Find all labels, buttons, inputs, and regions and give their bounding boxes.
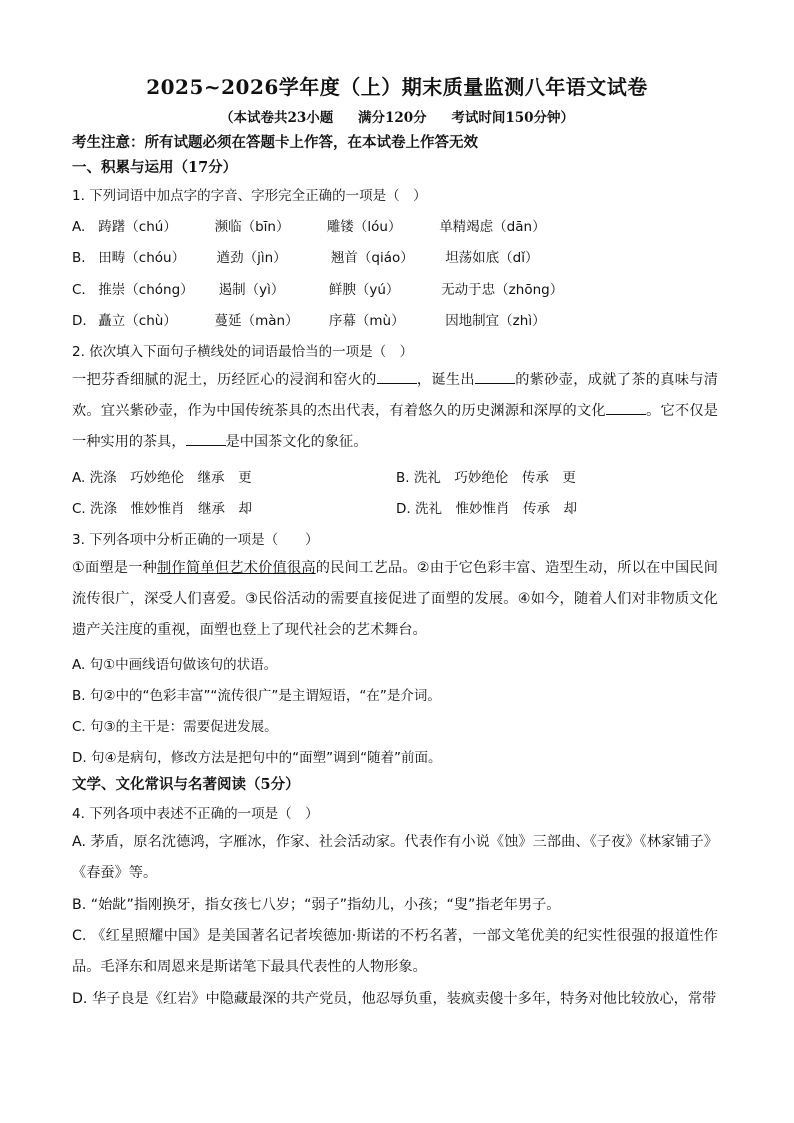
- question-2-option-c: C. 洗涤 惟妙惟肖 继承 却: [72, 501, 253, 517]
- exam-info: [0, 106, 794, 126]
- question-4-stem: 4. 下列各项中表述不正确的一项是（ ）: [72, 806, 319, 822]
- question-2-option-b: B. 洗礼 巧妙绝伦 传承 更: [396, 470, 576, 486]
- question-2-stem: 2. 依次填入下面句子横线处的词语最恰当的一项是（ ）: [72, 344, 414, 360]
- exam-info-score: 满分120分: [357, 110, 427, 126]
- page-title: 2025~2026学年度（上）期末质量监测八年语文试卷: [146, 75, 648, 99]
- question-2-option-d: D. 洗礼 惟妙惟肖 传承 却: [396, 501, 577, 517]
- question-4-option-b: B. “始龀”指刚换牙，指女孩七八岁；“弱子”指幼儿，小孩；“叟”指老年男子。: [72, 897, 561, 913]
- question-1-option-a: A. 踌躇（chú） 濒临（bīn） 雕镂（lóu） 单精竭虑（dān）: [72, 219, 546, 235]
- question-1-option-d: D. 矗立（chù） 蔓延（màn） 序幕（mù） 因地制宜（zhì）: [72, 313, 546, 329]
- exam-info-questions: （本试卷共23小题: [219, 110, 334, 126]
- question-2-option-a: A. 洗涤 巧妙绝伦 继承 更: [72, 470, 252, 486]
- question-4-option-a: A. 茅盾，原名沈德鸿，字雁冰，作家、社会活动家。代表作有小说《蚀》三部曲、《子夜》《林家铺子》《春蚕》等。: [72, 834, 718, 881]
- question-3-option-c: C. 句③的主干是：需要促进发展。: [72, 719, 278, 735]
- exam-info-time: 考试时间150分钟）: [451, 110, 575, 126]
- question-3-passage: ①面塑是一种制作简单但艺术价值很高的民间工艺品。②由于它色彩丰富、造型生动，所以在中国民间流传很广，深受人们喜爱。③民俗活动的需要直接促进了面塑的发展。④如今，随着人们对非物质文化遗产关注度的重视，面塑也登上了现代社会的艺术舞台。: [72, 560, 718, 638]
- question-3-option-b: B. 句②中的“色彩丰富”“流传很广”是主谓短语，“在”是介词。: [72, 688, 441, 704]
- section-heading-1: 一、积累与运用（17分）: [72, 159, 238, 176]
- candidate-notice: 考生注意：所有试题必须在答题卡上作答，在本试卷上作答无效: [72, 134, 478, 151]
- blank-3: [606, 400, 646, 415]
- underlined-phrase: 制作简单但艺术价值很高: [157, 560, 316, 576]
- question-3-stem: 3. 下列各项中分析正确的一项是（ ）: [72, 532, 319, 548]
- question-3-option-a: A. 句①中画线语句做该句的状语。: [72, 657, 278, 673]
- question-1-stem: 1. 下列词语中加点字的字音、字形完全正确的一项是（ ）: [72, 188, 427, 204]
- question-4-option-c: C. 《红星照耀中国》是美国著名记者埃德加·斯诺的不朽名著，一部文笔优美的纪实性很强的报道性作品。毛泽东和周恩来是斯诺笔下最具代表性的人物形象。: [72, 928, 718, 975]
- question-4-option-d: D. 华子良是《红岩》中隐藏最深的共产党员，他忍辱负重，装疯卖傻十多年，特务对他比较放心，常带: [72, 991, 717, 1007]
- question-3-option-d: D. 句④是病句，修改方法是把句中的“面塑”调到“随着”前面。: [72, 750, 442, 766]
- blank-2: [475, 369, 515, 384]
- question-1-option-c: C. 推崇（chóng） 遏制（yì） 鲜腴（yú） 无动于忠（zhōng）: [72, 282, 564, 298]
- section-heading-2: 文学、文化常识与名著阅读（5分）: [72, 776, 300, 793]
- blank-4: [186, 431, 226, 446]
- question-2-passage: 一把芬香细腻的泥土，历经匠心的浸润和窑火的 ，诞生出 的紫砂壶，成就了茶的真味与清欢。宜兴紫砂壶，作为中国传统茶具的杰出代表，有着悠久的历史渊源和深厚的文化 。它不仅是一种实用的茶具， 是中国茶文化的象征。: [72, 365, 718, 458]
- question-1-option-b: B. 田畴（chóu） 遒劲（jìn） 翘首（qiáo） 坦荡如底（dǐ）: [72, 250, 539, 266]
- blank-1: [377, 369, 417, 384]
